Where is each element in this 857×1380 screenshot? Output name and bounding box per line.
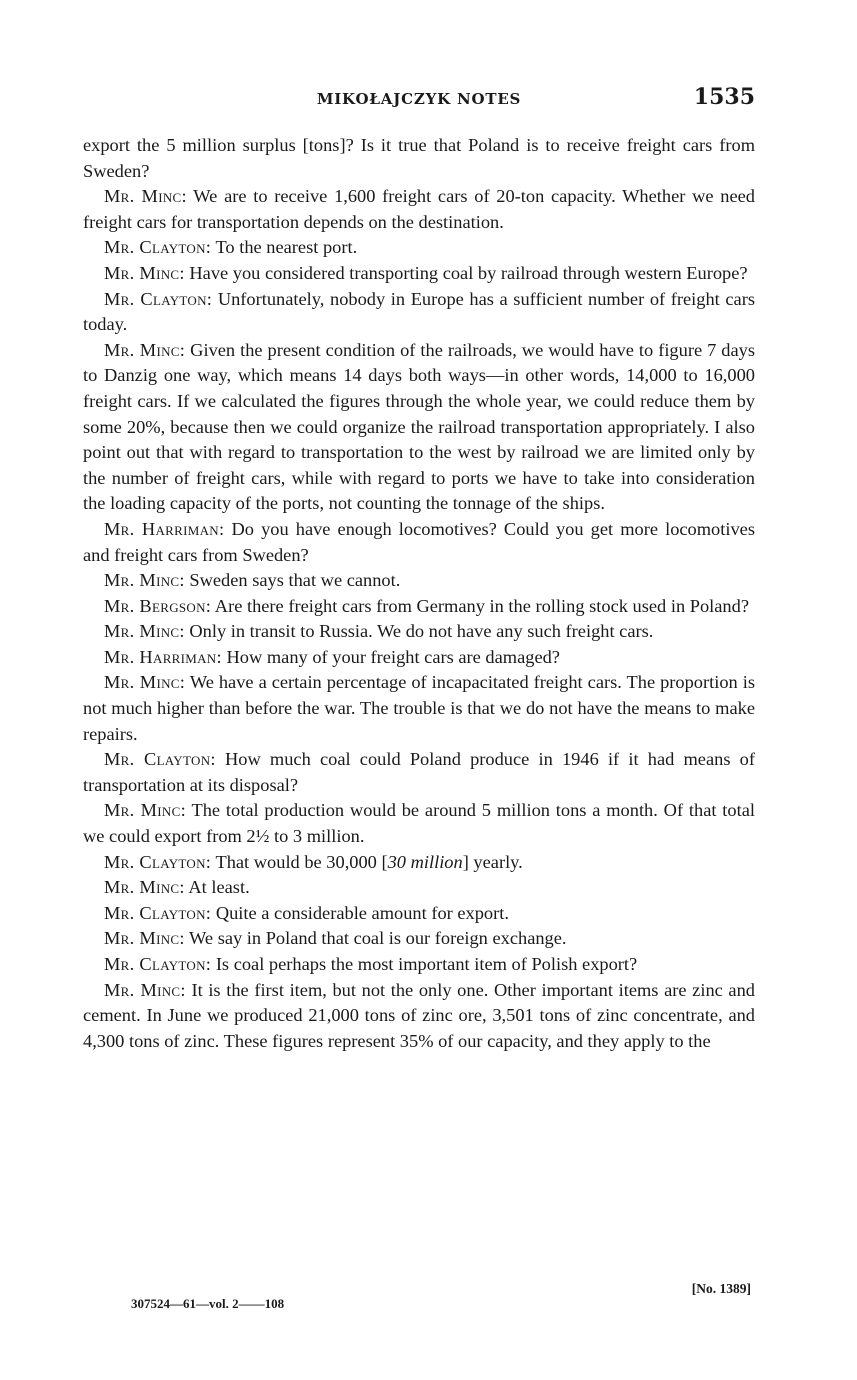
- paragraph: [83, 670, 755, 747]
- page-header: [83, 84, 755, 116]
- paragraph: [83, 235, 755, 261]
- paragraph-text: Have you considered transporting coal by railroad through western Europe?: [189, 262, 748, 283]
- paragraph: [83, 287, 755, 338]
- speaker-label: Mr. Minc:: [104, 672, 186, 693]
- speaker-label: Mr. Minc:: [104, 877, 185, 898]
- paragraph: [83, 645, 755, 671]
- paragraph: [83, 261, 755, 287]
- paragraph-text: How much coal could Poland produce in 1946 if it had means of transportation at its disposal?: [83, 749, 755, 795]
- paragraph: [83, 952, 755, 978]
- italic-text: 30 million: [387, 851, 463, 872]
- speaker-label: Mr. Harriman:: [104, 646, 222, 667]
- speaker-label: Mr. Minc:: [104, 186, 187, 207]
- paragraph: [83, 619, 755, 645]
- paragraph-text: The total production would be around 5 million tons a month. Of that total we could export from 2½ to 3 million.: [83, 800, 755, 847]
- speaker-label: Mr. Clayton:: [104, 902, 212, 923]
- body-text: [83, 133, 755, 1054]
- speaker-label: Mr. Clayton:: [104, 851, 212, 872]
- paragraph: [83, 926, 755, 952]
- paragraph-text-after: ] yearly.: [462, 851, 523, 872]
- paragraph-text: We have a certain percentage of incapacitated freight cars. The proportion is not much higher than before the war. The trouble is that we do not have the means to make repairs.: [83, 672, 755, 744]
- paragraph-text: Do you have enough locomotives? Could you get more locomotives and freight cars from Sweden?: [83, 518, 755, 565]
- paragraph: [83, 568, 755, 594]
- paragraph-text: Quite a considerable amount for export.: [215, 902, 509, 923]
- paragraph-text: Only in transit to Russia. We do not have any such freight cars.: [189, 621, 654, 642]
- paragraph: [83, 978, 755, 1055]
- paragraph-text: Are there freight cars from Germany in the rolling stock used in Poland?: [214, 595, 749, 616]
- paragraph-text: Sweden says that we cannot.: [189, 570, 401, 591]
- paragraph-text: It is the first item, but not the only one. Other important items are zinc and cement. In June we produced 21,000 tons of zinc ore, 3,501 tons of zinc concentrate, and 4,300 tons of zinc. These figures represent 35% of our capacity, and they apply to the: [83, 979, 755, 1051]
- paragraph: [83, 338, 755, 517]
- paragraph: [83, 184, 755, 235]
- paragraph: [83, 901, 755, 927]
- speaker-label: Mr. Minc:: [104, 979, 186, 1000]
- paragraph: [83, 850, 755, 876]
- speaker-label: Mr. Clayton:: [104, 288, 213, 309]
- paragraph: [83, 133, 755, 184]
- paragraph-text: export the 5 million surplus [tons]? Is it true that Poland is to receive freight cars from Sweden?: [83, 135, 755, 181]
- paragraph: [83, 798, 755, 849]
- paragraph-text: We say in Poland that coal is our foreign exchange.: [189, 928, 567, 949]
- running-title: MIKOŁAJCZYK NOTES: [316, 90, 522, 108]
- speaker-label: Mr. Minc:: [104, 570, 185, 591]
- paragraph-text: We are to receive 1,600 freight cars of 20-ton capacity. Whether we need freight cars for transportation depends on the destination.: [83, 186, 755, 232]
- speaker-label: Mr. Minc:: [104, 621, 185, 642]
- speaker-label: Mr. Clayton:: [104, 954, 212, 974]
- paragraph: [83, 594, 755, 620]
- paragraph: [83, 517, 755, 568]
- paragraph-text: How many of your freight cars are damaged?: [226, 646, 560, 667]
- speaker-label: Mr. Harriman:: [104, 518, 225, 539]
- paragraph-text: At least.: [188, 877, 250, 898]
- paragraph: [83, 875, 755, 901]
- speaker-label: Mr. Minc:: [104, 262, 185, 283]
- page-number: 1535: [693, 84, 755, 110]
- document-number: [No. 1389]: [691, 1281, 751, 1296]
- paragraph: [83, 747, 755, 798]
- speaker-label: Mr. Minc:: [104, 928, 185, 949]
- speaker-label: Mr. Clayton:: [104, 237, 212, 258]
- speaker-label: Mr. Bergson:: [104, 595, 212, 616]
- paragraph-text: Unfortunately, nobody in Europe has a sufficient number of freight cars today.: [83, 288, 755, 335]
- speaker-label: Mr. Minc:: [104, 339, 186, 360]
- print-code: 307524—61—vol. 2——108: [131, 1296, 285, 1311]
- paragraph-text: To the nearest port.: [215, 237, 358, 258]
- paragraph-text: That would be 30,000 [: [215, 851, 388, 872]
- paragraph-text: Given the present condition of the railroads, we would have to figure 7 days to Danzig one way, which means 14 days both ways—in other words, 14,000 to 16,000 freight cars. If we calculated the figures through the whole year, we could reduce them by some 20%, because then we could organize the railroad transportation appropriately. I also point out that with regard to transportation to the west by railroad we are limited only by the number of freight cars, while with regard to ports we have to take into consideration the loading capacity of the ports, not counting the tonnage of the ships.: [83, 339, 755, 514]
- paragraph-text: Is coal perhaps the most important item of Polish export?: [215, 954, 638, 974]
- speaker-label: Mr. Minc:: [104, 800, 186, 821]
- speaker-label: Mr. Clayton:: [104, 749, 216, 770]
